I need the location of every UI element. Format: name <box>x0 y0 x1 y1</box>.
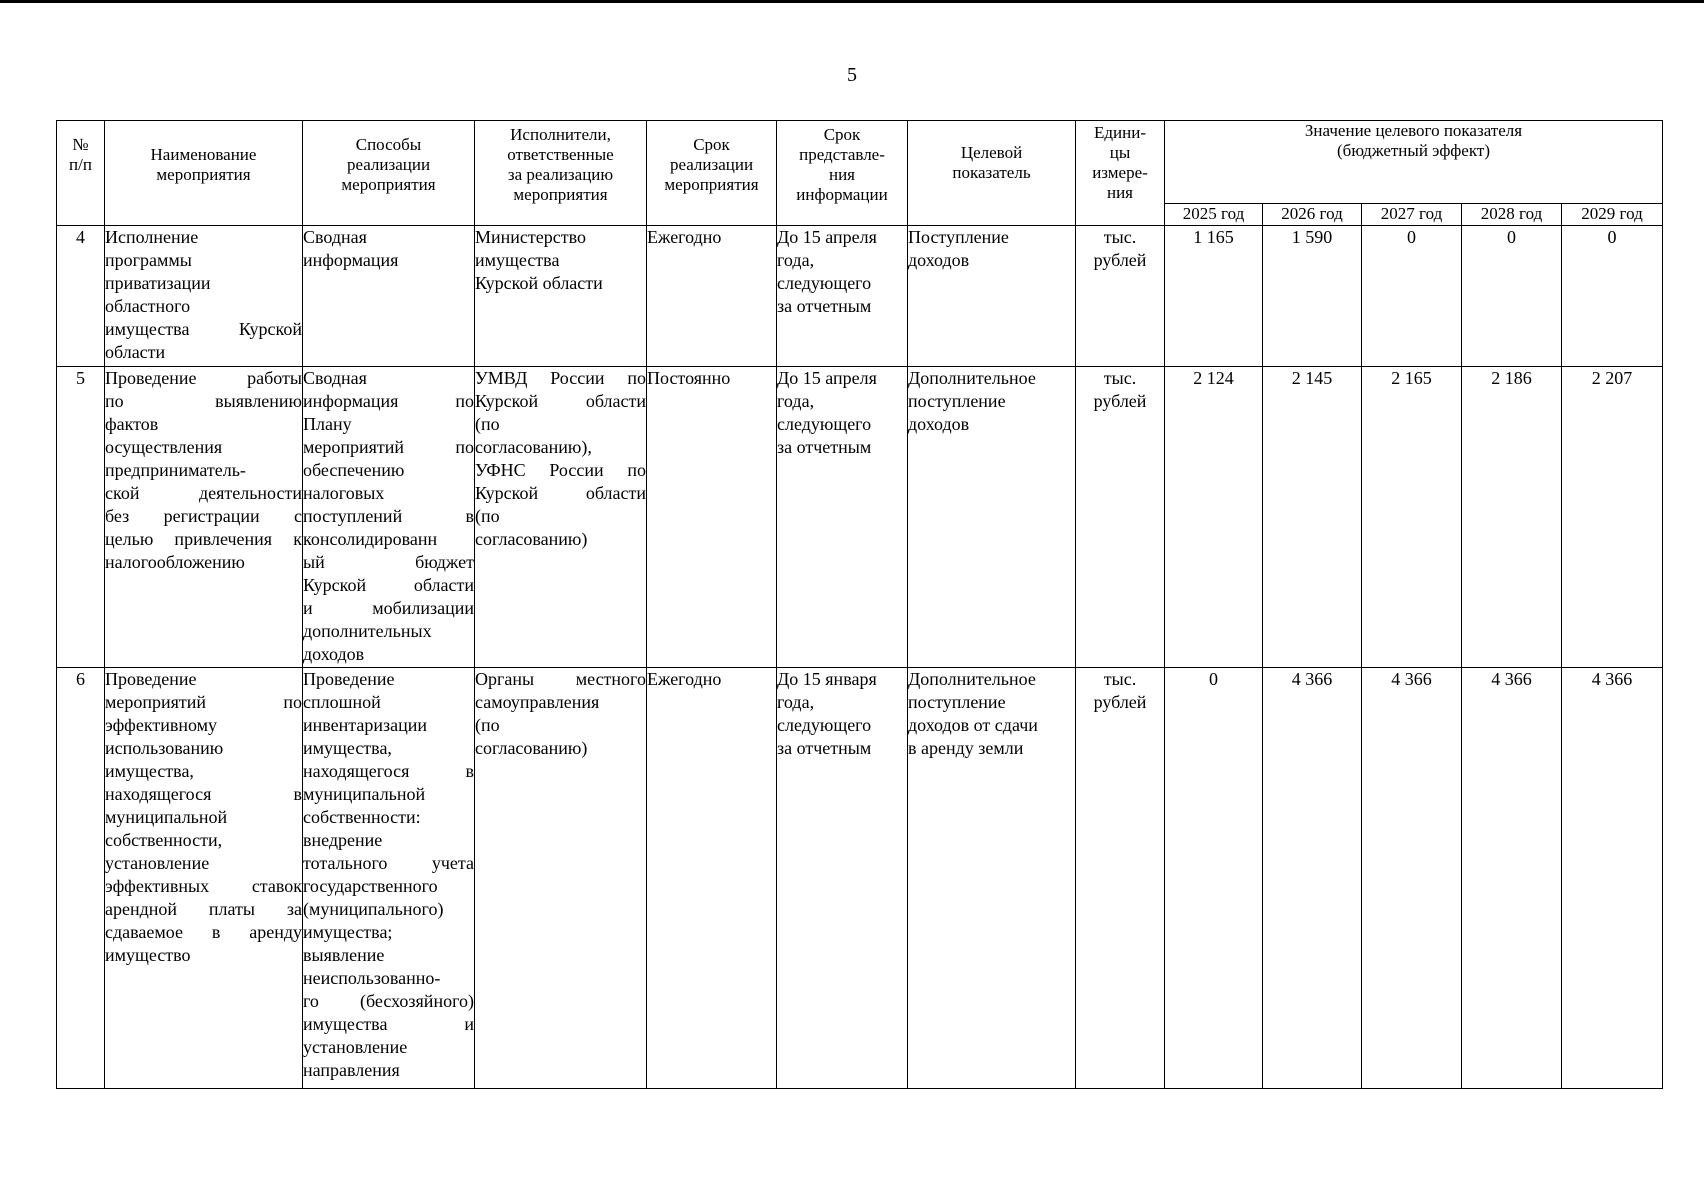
cell-line: по выявлению <box>105 391 302 411</box>
cell-line: мероприятия <box>341 175 436 194</box>
cell-line: находящегося в <box>303 761 474 781</box>
row-num: 6 <box>57 668 105 1089</box>
cell-line: (по <box>475 506 500 526</box>
cell-line: и мобилизации <box>303 598 474 618</box>
cell-line: за отчетным <box>777 738 872 758</box>
row-value-2025: 1 165 <box>1165 226 1263 367</box>
header-report <box>777 121 908 226</box>
cell-line: Сводная <box>303 368 367 388</box>
cell-line: имущества, <box>303 738 392 758</box>
cell-line: согласованию) <box>475 529 588 549</box>
cell-line: (муниципального) <box>303 899 444 919</box>
cell-line: Органы местного <box>475 669 646 689</box>
cell-line: имущество <box>105 945 191 965</box>
cell-line: Министерство <box>475 227 586 247</box>
cell-line: без регистрации с <box>105 506 302 526</box>
row-value-2026: 4 366 <box>1263 668 1362 1089</box>
cell-line: Поступление <box>908 227 1009 247</box>
cell-line: мероприятия <box>156 165 251 184</box>
cell-line: следующего <box>777 273 872 293</box>
cell-line: в аренду земли <box>908 738 1024 758</box>
cell-line: Способы <box>355 135 422 154</box>
cell-line: собственности, <box>105 830 223 850</box>
cell-line: Курской области <box>303 575 474 595</box>
cell-line: эффективному <box>105 715 218 735</box>
row-report <box>777 668 908 1089</box>
cell-line: установление <box>303 1037 408 1057</box>
header-year-2027: 2027 год <box>1362 204 1462 226</box>
row-indicator <box>908 367 1076 668</box>
cell-line: информация по <box>303 391 474 411</box>
row-num: 4 <box>57 226 105 367</box>
header-num <box>57 121 105 226</box>
measures-table <box>56 120 1663 1089</box>
cell-line: доходов <box>908 414 970 434</box>
header-term <box>647 121 777 226</box>
cell-line: использованию <box>105 738 224 758</box>
cell-line: муниципальной <box>105 807 228 827</box>
cell-line: тыс. <box>1103 368 1137 388</box>
cell-line: сдаваемое в аренду <box>105 922 302 942</box>
cell-line: фактов <box>105 414 159 434</box>
cell-line: доходов <box>908 250 970 270</box>
cell-line: УФНС России по <box>475 460 646 480</box>
cell-line: цы <box>1109 143 1131 162</box>
row-value-2025: 2 124 <box>1165 367 1263 668</box>
cell-line: обеспечению <box>303 460 405 480</box>
cell-line: поступление <box>908 692 1006 712</box>
cell-line: тыс. <box>1103 669 1137 689</box>
cell-line: года, <box>777 391 815 411</box>
row-term <box>647 668 777 1089</box>
cell-line: за реализацию <box>507 165 614 184</box>
cell-line: приватизации <box>105 273 211 293</box>
cell-line: мероприятия <box>664 175 759 194</box>
row-value-2028: 0 <box>1462 226 1562 367</box>
cell-line: Курской области <box>475 273 603 293</box>
cell-line: ый бюджет <box>303 552 474 572</box>
cell-line: Курской области <box>475 391 646 411</box>
cell-line: налогообложению <box>105 552 245 572</box>
cell-line: имущества <box>475 250 560 270</box>
cell-line: за отчетным <box>777 437 872 457</box>
cell-line: мероприятия <box>513 185 608 204</box>
cell-line: Проведение работы <box>105 368 302 388</box>
cell-line: сплошной <box>303 692 381 712</box>
cell-line: (бюджетный эффект) <box>1337 141 1490 160</box>
row-value-2028: 2 186 <box>1462 367 1562 668</box>
cell-line: поступление <box>908 391 1006 411</box>
cell-line: направления <box>303 1060 400 1080</box>
row-value-2026: 2 145 <box>1263 367 1362 668</box>
cell-line: областного <box>105 296 191 316</box>
row-num: 5 <box>57 367 105 668</box>
row-term <box>647 226 777 367</box>
cell-line: мероприятий по <box>303 437 474 457</box>
cell-line: До 15 января <box>777 669 877 689</box>
cell-line: рублей <box>1093 391 1147 411</box>
row-value-2029: 2 207 <box>1562 367 1663 668</box>
cell-line: ской деятельности <box>105 483 302 503</box>
row-term <box>647 367 777 668</box>
cell-line: государственного <box>303 876 438 896</box>
cell-line: информации <box>796 185 888 204</box>
cell-line: Исполнители, <box>510 125 611 144</box>
cell-line: Целевой <box>960 143 1023 162</box>
cell-line: установление <box>105 853 210 873</box>
header-methods <box>303 121 475 226</box>
cell-line: рублей <box>1093 250 1147 270</box>
cell-line: доходов от сдачи <box>908 715 1038 735</box>
cell-line: следующего <box>777 715 872 735</box>
header-executors <box>475 121 647 226</box>
cell-line: ния <box>828 165 855 184</box>
row-executors <box>475 668 647 1089</box>
table-row <box>57 668 1663 1089</box>
table-body <box>57 226 1663 1089</box>
cell-line: представле- <box>799 145 885 164</box>
cell-line: Срок <box>693 135 730 154</box>
table-header <box>57 121 1663 226</box>
cell-line: года, <box>777 250 815 270</box>
cell-line: программы <box>105 250 192 270</box>
cell-line: находящегося в <box>105 784 302 804</box>
page-number: 5 <box>847 64 857 86</box>
cell-line: Значение целевого показателя <box>1304 121 1523 140</box>
cell-line: измере- <box>1092 163 1148 182</box>
cell-line: показатель <box>952 163 1031 182</box>
cell-line: за отчетным <box>777 296 872 316</box>
scan-top-border <box>0 0 1704 3</box>
row-value-2027: 4 366 <box>1362 668 1462 1089</box>
cell-line: собственности: <box>303 807 421 827</box>
row-name <box>105 367 303 668</box>
table-row <box>57 226 1663 367</box>
header-year-2029: 2029 год <box>1562 204 1663 226</box>
row-report <box>777 367 908 668</box>
header-year-2026: 2026 год <box>1263 204 1362 226</box>
header-indicator <box>908 121 1076 226</box>
cell-line: Ежегодно <box>647 227 722 247</box>
cell-line: рублей <box>1093 692 1147 712</box>
cell-line: целью привлечения к <box>105 529 302 549</box>
row-value-2029: 0 <box>1562 226 1663 367</box>
cell-line: тотального учета <box>303 853 474 873</box>
cell-line: Постоянно <box>647 368 731 388</box>
cell-line: Наименование <box>150 145 257 164</box>
row-units <box>1076 226 1165 367</box>
row-indicator <box>908 668 1076 1089</box>
cell-line: До 15 апреля <box>777 368 877 388</box>
header-units <box>1076 121 1165 226</box>
cell-line: имущества; <box>303 922 393 942</box>
cell-line: области <box>105 342 166 362</box>
table-row <box>57 367 1663 668</box>
cell-line: ния <box>1106 183 1133 202</box>
cell-line: Ежегодно <box>647 669 722 689</box>
cell-line: имущества, <box>105 761 194 781</box>
cell-line: дополнительных <box>303 621 432 641</box>
cell-line: (по <box>475 715 500 735</box>
row-units <box>1076 367 1165 668</box>
row-executors <box>475 226 647 367</box>
header-values-group <box>1165 121 1663 204</box>
cell-line: инвентаризации <box>303 715 427 735</box>
cell-line: арендной платы за <box>105 899 302 919</box>
header-year-2025: 2025 год <box>1165 204 1263 226</box>
row-value-2029: 4 366 <box>1562 668 1663 1089</box>
cell-line: доходов <box>303 644 365 664</box>
cell-line: реализации <box>669 155 754 174</box>
row-name <box>105 668 303 1089</box>
row-indicator <box>908 226 1076 367</box>
cell-line: мероприятий по <box>105 692 302 712</box>
cell-line: Дополнительное <box>908 368 1036 388</box>
cell-line: Срок <box>823 125 861 144</box>
cell-line: внедрение <box>303 830 383 850</box>
header-year-2028: 2028 год <box>1462 204 1562 226</box>
cell-line: Исполнение <box>105 227 199 247</box>
cell-line: предприниматель- <box>105 460 246 480</box>
row-value-2025: 0 <box>1165 668 1263 1089</box>
row-methods <box>303 367 475 668</box>
row-value-2027: 0 <box>1362 226 1462 367</box>
cell-line: осуществления <box>105 437 223 457</box>
row-value-2026: 1 590 <box>1263 226 1362 367</box>
cell-line: УМВД России по <box>475 368 646 388</box>
cell-line: информация <box>303 250 399 270</box>
cell-line: выявление <box>303 945 385 965</box>
cell-line: налоговых <box>303 483 385 503</box>
cell-line: муниципальной <box>303 784 426 804</box>
cell-line: Дополнительное <box>908 669 1036 689</box>
cell-line: консолидированн <box>303 529 438 549</box>
cell-line: Плану <box>303 414 352 434</box>
row-name <box>105 226 303 367</box>
cell-line: согласованию), <box>475 437 592 457</box>
row-report <box>777 226 908 367</box>
cell-line: Проведение <box>303 669 395 689</box>
cell-line: следующего <box>777 414 872 434</box>
cell-line: п/п <box>69 155 92 174</box>
cell-line: имущества и <box>303 1014 474 1034</box>
row-methods <box>303 226 475 367</box>
cell-line: го (бесхозяйного) <box>303 991 474 1011</box>
cell-line: эффективных ставок <box>105 876 302 896</box>
cell-line: Проведение <box>105 669 197 689</box>
cell-line: (по <box>475 414 500 434</box>
cell-line: Сводная <box>303 227 367 247</box>
cell-line: самоуправления <box>475 692 600 712</box>
row-value-2027: 2 165 <box>1362 367 1462 668</box>
row-executors <box>475 367 647 668</box>
cell-line: реализации <box>346 155 431 174</box>
cell-line: Едини- <box>1094 123 1146 142</box>
header-name <box>105 121 303 226</box>
cell-line: Курской области <box>475 483 646 503</box>
cell-line: тыс. <box>1103 227 1137 247</box>
cell-line: года, <box>777 692 815 712</box>
cell-line: № <box>72 135 89 154</box>
row-value-2028: 4 366 <box>1462 668 1562 1089</box>
row-methods <box>303 668 475 1089</box>
cell-line: имущества Курской <box>105 319 302 339</box>
cell-line: ответственные <box>507 145 614 164</box>
row-units <box>1076 668 1165 1089</box>
cell-line: неиспользованно- <box>303 968 441 988</box>
cell-line: До 15 апреля <box>777 227 877 247</box>
cell-line: поступлений в <box>303 506 474 526</box>
cell-line: согласованию) <box>475 738 588 758</box>
